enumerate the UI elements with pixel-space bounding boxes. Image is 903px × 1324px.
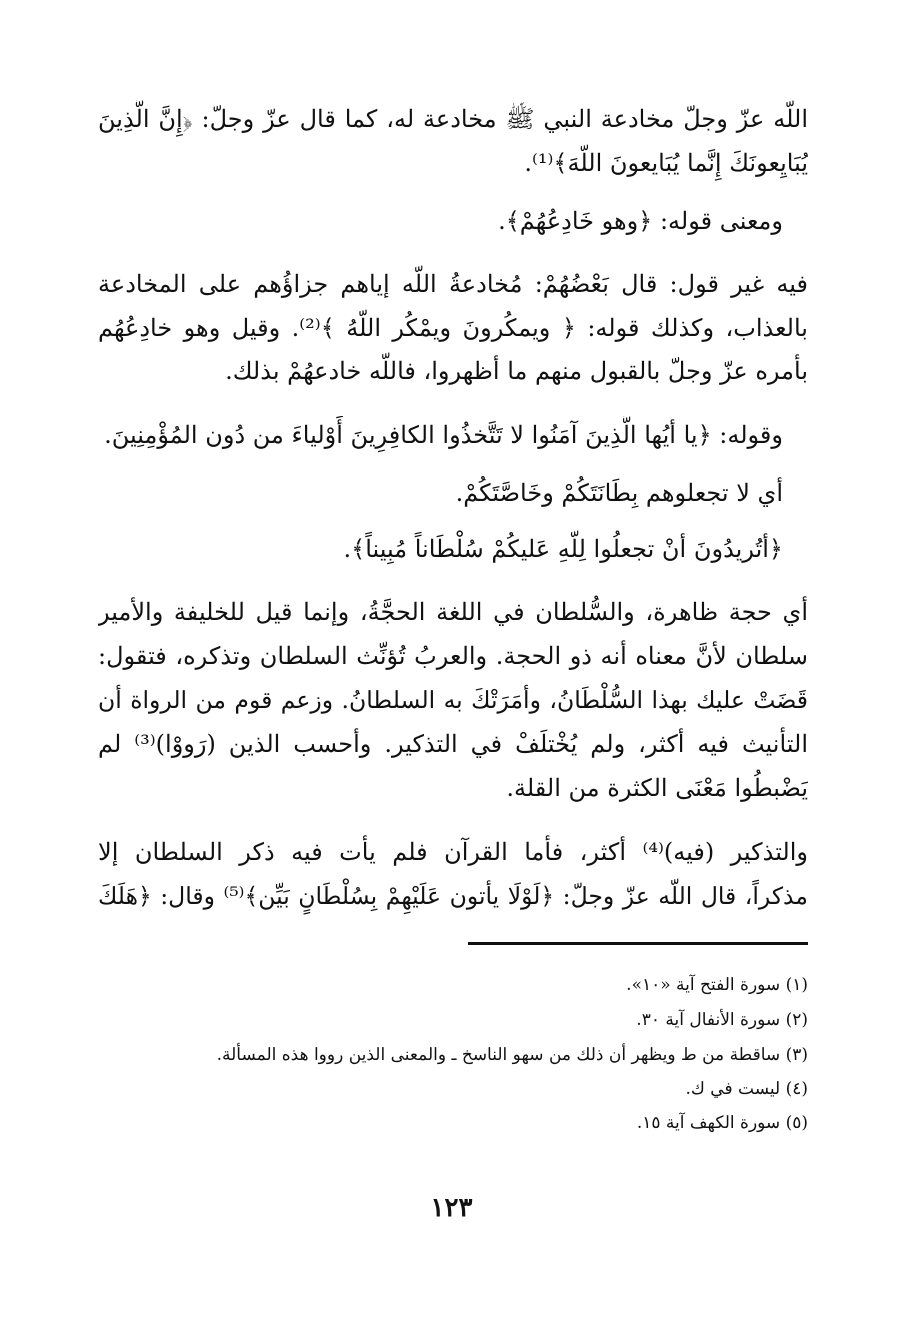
body-line: بأمره عزّ وجلّ بالقبول منهم ما أظهروا، فاللّه خادعهُمْ بذلك. — [225, 357, 808, 385]
footnote: (٥) سورة الكهف آية ١٥. — [636, 1113, 808, 1133]
footnote: (٤) ليست في ك. — [685, 1079, 808, 1099]
body-line: التأنيث فيه أكثر، ولم يُخْتلَفْ في التذكير. وأحسب الذين (رَووْا)⁽³⁾ لم — [98, 730, 808, 758]
body-line: اللّه عزّ وجلّ مخادعة النبي ﷺ مخادعة له، كما قال عزّ وجلّ: ﴿إِنَّ الَّذِينَ — [98, 105, 808, 133]
footnote: (٢) سورة الأنفال آية ٣٠. — [636, 1010, 808, 1030]
body-line: ﴿أتُريدُونَ أنْ تجعلُوا لِلّهِ عَليكُمْ سُلْطَاناً مُبِيناً﴾. — [343, 535, 783, 563]
body-line: أي حجة ظاهرة، والسُّلطان في اللغة الحجَّةُ، وإنما قيل للخليفة والأمير — [98, 598, 808, 626]
body-line: مذكراً، قال اللّه عزّ وجلّ: ﴿لَوْلَا يأتون عَلَيْهِمْ بِسُلْطَانٍ بَيِّن﴾⁽⁵⁾ وقال: ﴿هَلَكَ — [98, 882, 808, 910]
body-line: والتذكير (فيه)⁽⁴⁾ أكثر، فأما القرآن فلم يأت فيه ذكر السلطان إلا — [98, 838, 808, 866]
footnote-divider — [468, 942, 808, 945]
body-line: يَضْبطُوا مَعْنَى الكثرة من القلة. — [506, 774, 808, 802]
footnote: (١) سورة الفتح آية «١٠». — [626, 975, 808, 995]
body-line: يُبَايِعونَكَ إِنَّما يُبَايعونَ اللّهَ﴾⁽¹⁾. — [524, 149, 808, 177]
body-line: فيه غير قول: قال بَعْضُهُمْ: مُخادعةُ اللّه إياهم جزاؤُهم على المخادعة — [98, 270, 808, 298]
body-line: وقوله: ﴿يا أيُها الَّذِينَ آمَنُوا لا تَتَّخذُوا الكافِرِينَ أَوْلياءَ من دُون المُؤْمِنِينَ. — [104, 421, 783, 449]
body-line: سلطان لأنَّ معناه أنه ذو الحجة. والعربُ تُؤنِّث السلطان وتذكره، فتقول: — [98, 642, 808, 670]
body-line: ومعنى قوله: ﴿وهو خَادِعُهُمْ﴾. — [498, 207, 783, 235]
footnote: (٣) ساقطة من ط ويظهر أن ذلك من سهو الناسخ ـ والمعنى الذين رووا هذه المسألة. — [216, 1045, 808, 1065]
body-line: أي لا تجعلوهم بِطَانَتَكُمْ وخَاصَّتَكُمْ. — [455, 479, 783, 507]
body-line: بالعذاب، وكذلك قوله: ﴿ ويمكُرونَ ويمْكُر اللّهُ ﴾⁽²⁾. وقيل وهو خادِعُهُم — [98, 314, 808, 342]
page-number: ١٢٣ — [430, 1193, 473, 1223]
body-line: قَضَتْ عليك بهذا السُّلْطَانُ، وأمَرَتْكَ به السلطانُ. وزعم قوم من الرواة أن — [98, 686, 808, 714]
